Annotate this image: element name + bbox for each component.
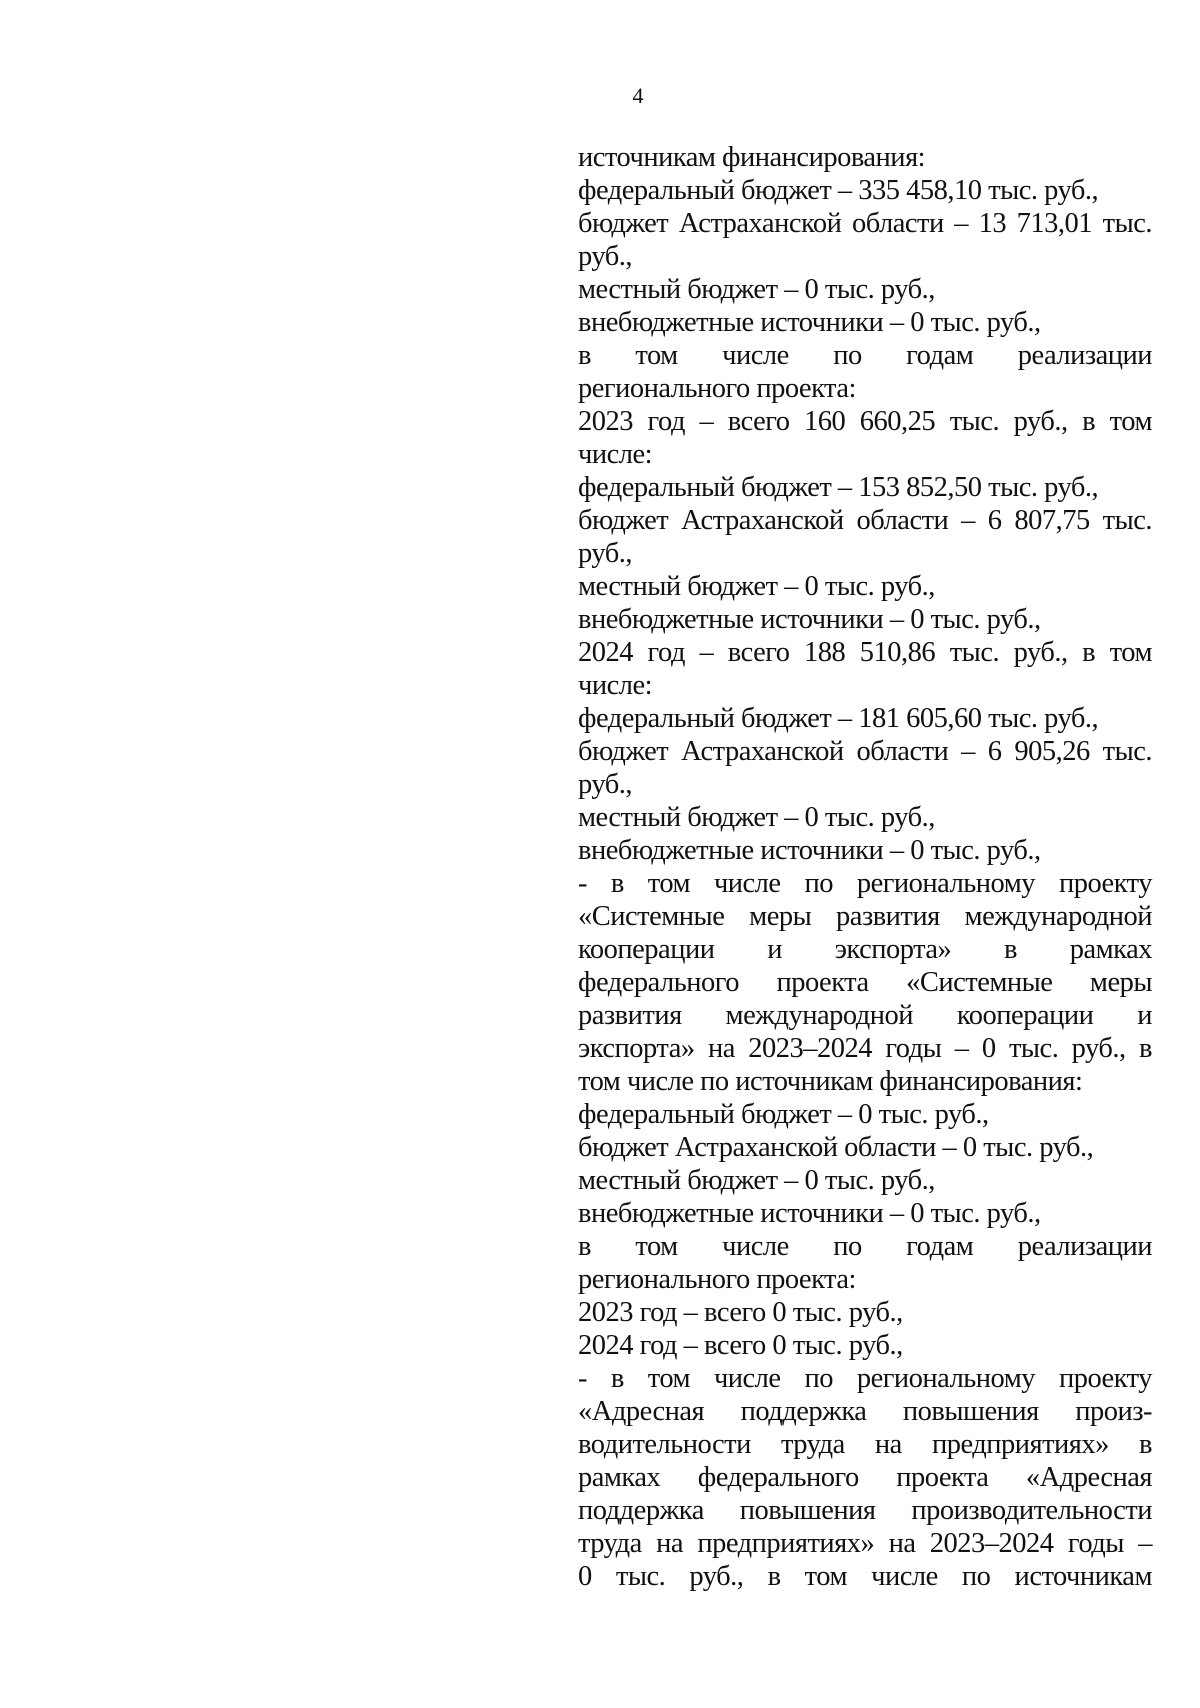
text-line: 0 тыс. руб., в том числе по источникам (578, 1561, 1152, 1592)
text-line: внебюджетные источники – 0 тыс. руб., (578, 604, 1041, 635)
text-line: федеральный бюджет – 181 605,60 тыс. руб., (578, 703, 1099, 734)
text-line: бюджет Астраханской области – 6 905,26 тыс. (578, 736, 1152, 767)
text-line: - в том числе по региональному проекту (578, 1363, 1152, 1394)
text-line: поддержка повышения производительности (578, 1495, 1152, 1526)
text-line: внебюджетные источники – 0 тыс. руб., (578, 307, 1041, 338)
text-line: местный бюджет – 0 тыс. руб., (578, 274, 935, 305)
text-line: руб., (578, 538, 632, 569)
text-line: бюджет Астраханской области – 0 тыс. руб., (578, 1132, 1094, 1163)
text-line: федеральный бюджет – 0 тыс. руб., (578, 1099, 989, 1130)
text-line: руб., (578, 241, 632, 272)
text-line: том числе по источникам финансирования: (578, 1066, 1083, 1097)
text-line: источникам финансирования: (578, 142, 926, 173)
text-line: 2023 год – всего 160 660,25 тыс. руб., в том (578, 406, 1152, 437)
text-line: кооперации и экспорта» в рамках (578, 934, 1152, 965)
text-line: регионального проекта: (578, 373, 856, 404)
text-line: числе: (578, 439, 653, 470)
text-line: федеральный бюджет – 153 852,50 тыс. руб., (578, 472, 1099, 503)
text-line: 2023 год – всего 0 тыс. руб., (578, 1297, 903, 1328)
text-line: местный бюджет – 0 тыс. руб., (578, 802, 935, 833)
text-line: местный бюджет – 0 тыс. руб., (578, 1165, 935, 1196)
text-line: местный бюджет – 0 тыс. руб., (578, 571, 935, 602)
text-line: федерального проекта «Системные меры (578, 967, 1152, 998)
text-line: в том числе по годам реализации (578, 1231, 1152, 1262)
text-line: - в том числе по региональному проекту (578, 868, 1152, 899)
text-line: развития международной кооперации и (578, 1000, 1152, 1031)
text-line: числе: (578, 670, 653, 701)
text-line: внебюджетные источники – 0 тыс. руб., (578, 835, 1041, 866)
text-line: труда на предприятиях» на 2023–2024 годы – (578, 1528, 1152, 1559)
page-number: 4 (632, 83, 644, 108)
text-line: федеральный бюджет – 335 458,10 тыс. руб., (578, 175, 1099, 206)
text-line: регионального проекта: (578, 1264, 856, 1295)
text-line: бюджет Астраханской области – 13 713,01 тыс. (578, 208, 1152, 239)
text-line: «Адресная поддержка повышения произ- (578, 1396, 1152, 1427)
text-column (578, 141, 1152, 1593)
text-line: водительности труда на предприятиях» в (578, 1429, 1152, 1460)
text-line: бюджет Астраханской области – 6 807,75 тыс. (578, 505, 1152, 536)
text-line: «Системные меры развития международной (578, 901, 1152, 932)
text-line: в том числе по годам реализации (578, 340, 1152, 371)
text-line: внебюджетные источники – 0 тыс. руб., (578, 1198, 1041, 1229)
text-line: руб., (578, 769, 632, 800)
text-line: экспорта» на 2023–2024 годы – 0 тыс. руб., в (578, 1033, 1152, 1064)
text-line: 2024 год – всего 0 тыс. руб., (578, 1330, 903, 1361)
text-line: рамках федерального проекта «Адресная (578, 1462, 1152, 1493)
text-line: 2024 год – всего 188 510,86 тыс. руб., в том (578, 637, 1152, 668)
